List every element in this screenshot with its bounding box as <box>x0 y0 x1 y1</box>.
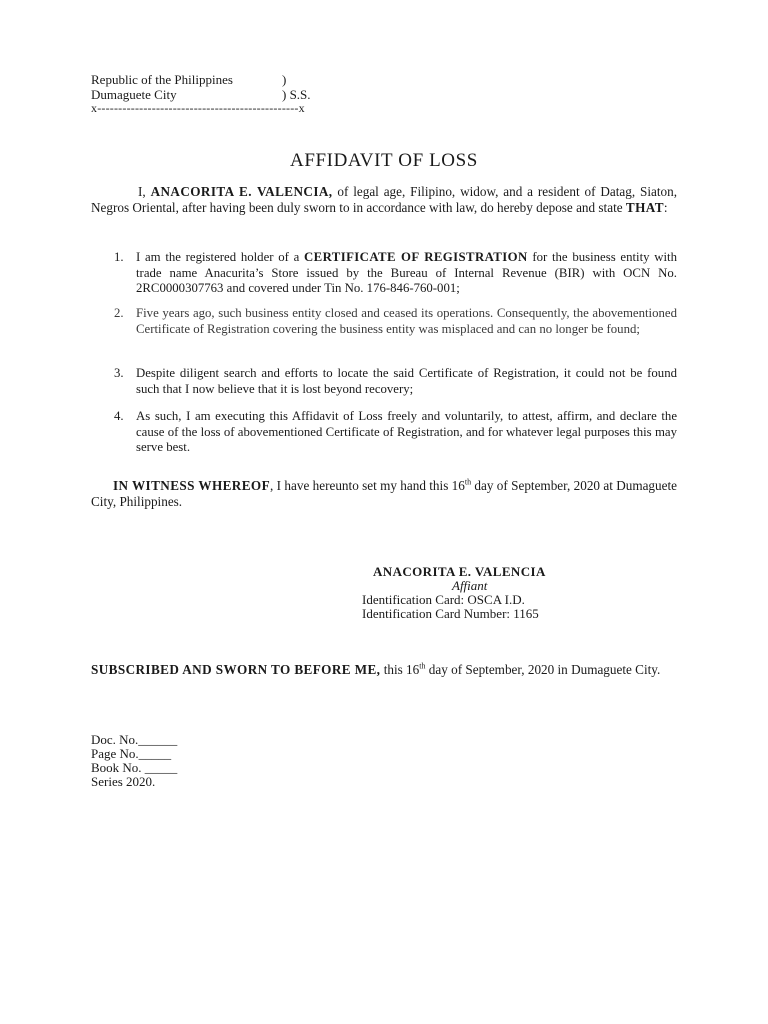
venue-country: Republic of the Philippines <box>91 72 233 87</box>
list-item-number: 1. <box>114 250 124 264</box>
intro-colon: : <box>663 199 668 215</box>
list-item <box>91 366 677 397</box>
venue-bracket: ) <box>282 72 287 87</box>
witness-pre: , I have hereunto set my hand this 16 <box>270 478 465 493</box>
list-item <box>91 306 677 337</box>
jurat-post: day of September, 2020 in Dumaguete City. <box>425 662 661 677</box>
venue-ss: ) S.S. <box>282 87 311 102</box>
venue-separator: x------------------------------------------------x <box>91 101 305 115</box>
witness-whereof: IN WITNESS WHEREOF <box>113 478 271 493</box>
venue-block <box>91 72 311 102</box>
witness-paragraph <box>91 478 677 509</box>
book-number: Book No. _____ <box>91 760 178 775</box>
list-item-text: As such, I am executing this Affidavit of Loss freely and voluntarily, to attest, affirm, and declare the cause of the loss of abovementioned Certificate of Registration, and for whatever legal purposes this may serve best. <box>136 409 677 454</box>
list-item-text <box>136 250 677 297</box>
doc-number: Doc. No.______ <box>91 732 178 747</box>
id-card-number: Identification Card Number: 1165 <box>362 606 539 621</box>
intro-paragraph <box>91 184 677 215</box>
venue-line-city <box>91 87 311 102</box>
affiant-name-intro: ANACORITA E. VALENCIA, <box>150 184 333 199</box>
list-item <box>91 250 677 297</box>
list-item-number: 2. <box>114 306 124 320</box>
list-item-text: Despite diligent search and efforts to locate the said Certificate of Registration, it could not be found such that I now believe that it is lost beyond recovery; <box>136 366 677 396</box>
affiant-name: ANACORITA E. VALENCIA <box>373 564 546 579</box>
notarial-register <box>91 733 177 789</box>
jurat-paragraph <box>91 662 677 678</box>
intro-pre: I, <box>138 184 151 199</box>
intro-body: of legal age, Filipino, widow, and a resident of Datag, Siaton, Negros Oriental, after having been duly sworn to in accordance with law, do hereby depose and state <box>91 184 677 215</box>
document-title: AFFIDAVIT OF LOSS <box>290 150 478 171</box>
list-item-number: 3. <box>114 366 124 380</box>
series-year: Series 2020. <box>91 774 156 789</box>
list-item <box>91 409 677 456</box>
item-1-post: for the business entity with trade name Anacurita’s Store issued by the Bureau of Internal Revenue (BIR) with OCN No. 2RC0000307763 and covered under Tin No. 176-846-760-001; <box>136 250 678 295</box>
jurat-bold: SUBSCRIBED AND SWORN TO BEFORE ME, <box>91 662 381 677</box>
page-number: Page No._____ <box>91 746 172 761</box>
list-item-number: 4. <box>114 409 124 423</box>
jurat-sup: th <box>419 661 426 671</box>
intro-that: THAT <box>625 199 664 215</box>
jurat-pre: this 16 <box>380 662 420 677</box>
signature-block <box>362 565 546 621</box>
venue-city: Dumaguete City <box>91 87 177 102</box>
id-card-type: Identification Card: OSCA I.D. <box>362 592 525 607</box>
affiant-label: Affiant <box>452 578 488 593</box>
venue-line-country <box>91 72 311 87</box>
item-1-bold: CERTIFICATE OF REGISTRATION <box>304 250 528 264</box>
witness-sup: th <box>464 477 472 487</box>
list-item-text: Five years ago, such business entity closed and ceased its operations. Consequently, the abovementioned Certificate of Registration covering the business entity was misplaced and can no longer be found; <box>136 306 677 336</box>
item-1-pre: I am the registered holder of a <box>136 250 304 264</box>
witness-post: day of September, 2020 at Dumaguete City, Philippines. <box>91 478 677 509</box>
